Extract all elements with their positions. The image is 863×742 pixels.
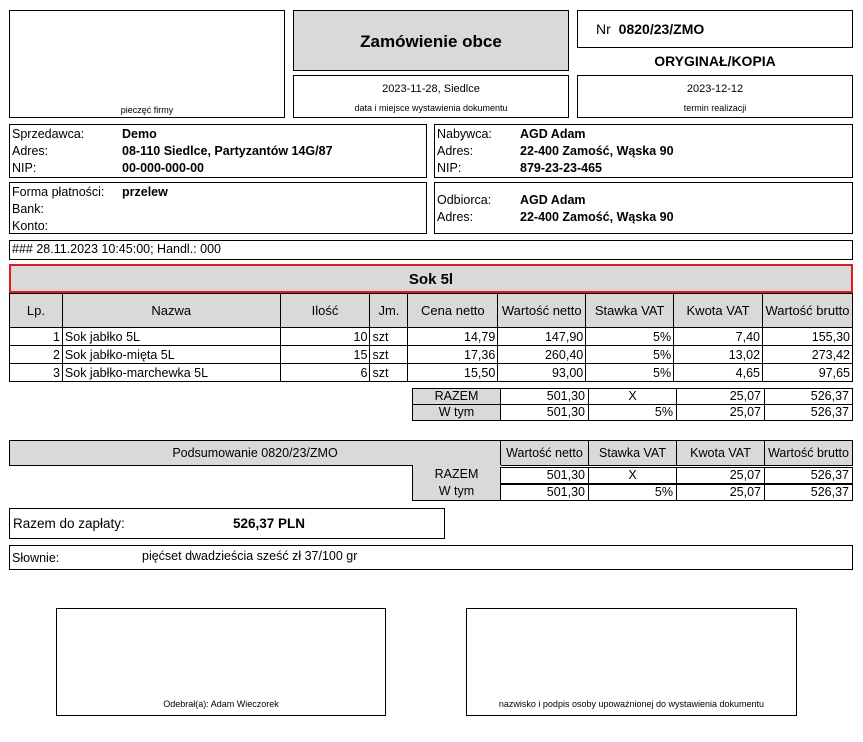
company-stamp-box: [9, 10, 285, 118]
payment-form-label: Forma płatności:: [12, 185, 105, 199]
col-price: Cena netto: [408, 294, 498, 328]
row-lp: 3: [10, 364, 63, 382]
row-price: 14,79: [408, 328, 498, 346]
seller-address: 08-110 Siedlce, Partyzantów 14G/87: [122, 144, 333, 158]
seller-label: Sprzedawca:: [12, 127, 85, 141]
summary-wtym-vat: 25,07: [676, 484, 765, 501]
table-row: [10, 328, 853, 346]
received-signature-box: [56, 608, 386, 716]
row-vat: 13,02: [674, 346, 763, 364]
totals-wtym-label: W tym: [412, 404, 501, 421]
row-qty: 6: [280, 364, 370, 382]
totals-razem-label: RAZEM: [412, 388, 501, 405]
totals-wtym-rate: 5%: [588, 404, 677, 421]
copy-label: ORYGINAŁ/KOPIA: [654, 53, 776, 69]
col-net: Wartość netto: [498, 294, 586, 328]
recipient-address: 22-400 Zamość, Wąska 90: [520, 210, 674, 224]
seller-name: Demo: [122, 127, 157, 141]
row-vat: 4,65: [674, 364, 763, 382]
row-unit: szt: [370, 364, 408, 382]
buyer-label: Nabywca:: [437, 127, 492, 141]
row-net: 260,40: [498, 346, 586, 364]
recipient-box: [434, 182, 853, 234]
row-unit: szt: [370, 346, 408, 364]
account-label: Konto:: [12, 219, 49, 233]
authorized-caption: nazwisko i podpis osoby upoważnionej do wystawienia dokumentu: [498, 699, 765, 709]
payment-box: [9, 182, 427, 234]
section-title-box: [9, 264, 853, 293]
totals-wtym-net: 501,30: [500, 404, 589, 421]
issue-date-place: 2023-11-28, Siedlce: [382, 83, 480, 95]
row-lp: 1: [10, 328, 63, 346]
summary-wtym-rate: 5%: [588, 484, 677, 501]
words-box: [9, 545, 853, 570]
issue-date-box: [293, 75, 569, 118]
recipient-address-label: Adres:: [437, 210, 474, 224]
row-name: Sok jabłko-marchewka 5L: [62, 364, 280, 382]
col-unit: Jm.: [370, 294, 408, 328]
seller-nip: 00-000-000-00: [122, 161, 205, 175]
due-date: 2023-12-12: [686, 83, 744, 95]
row-lp: 2: [10, 346, 63, 364]
seller-nip-label: NIP:: [12, 161, 37, 175]
row-qty: 15: [280, 346, 370, 364]
recipient-name: AGD Adam: [520, 193, 586, 207]
meta-line: ### 28.11.2023 10:45:00; Handl.: 000: [12, 242, 221, 256]
totals-razem-gross: 526,37: [764, 388, 853, 405]
buyer-nip: 879-23-23-465: [520, 161, 603, 175]
summary-col-net: Wartość netto: [500, 440, 589, 466]
nr-label: Nr: [596, 21, 611, 37]
table-row: [10, 346, 853, 364]
recipient-label: Odbiorca:: [437, 193, 492, 207]
seller-box: [9, 124, 427, 178]
section-title: Sok 5l: [408, 271, 454, 288]
summary-razem-rate: X: [588, 467, 677, 484]
meta-line-box: [9, 240, 853, 260]
col-lp: Lp.: [10, 294, 63, 328]
summary-wtym-gross: 526,37: [764, 484, 853, 501]
doc-number-box: [577, 10, 853, 48]
row-qty: 10: [280, 328, 370, 346]
row-rate: 5%: [586, 328, 674, 346]
row-price: 15,50: [408, 364, 498, 382]
buyer-nip-label: NIP:: [437, 161, 462, 175]
summary-wtym-label: W tym: [438, 484, 475, 498]
seller-address-label: Adres:: [12, 144, 49, 158]
row-net: 147,90: [498, 328, 586, 346]
table-row: [10, 364, 853, 382]
totals-razem-rate: X: [588, 388, 677, 405]
summary-razem-label: RAZEM: [434, 467, 479, 481]
col-name: Nazwa: [62, 294, 280, 328]
payment-total-label: Razem do zapłaty:: [13, 516, 125, 531]
summary-razem-vat: 25,07: [676, 467, 765, 484]
doc-title-box: [293, 10, 569, 71]
row-gross: 273,42: [763, 346, 853, 364]
summary-razem-gross: 526,37: [764, 467, 853, 484]
due-date-box: [577, 75, 853, 118]
col-vat: Kwota VAT: [674, 294, 763, 328]
row-price: 17,36: [408, 346, 498, 364]
col-gross: Wartość brutto: [763, 294, 853, 328]
totals-wtym-vat: 25,07: [676, 404, 765, 421]
payment-form-value: przelew: [122, 185, 168, 199]
summary-title: Podsumowanie 0820/23/ZMO: [9, 440, 501, 466]
summary-col-gross: Wartość brutto: [764, 440, 853, 466]
row-vat: 7,40: [674, 328, 763, 346]
table-header-row: [10, 294, 853, 328]
issue-caption: data i miejsce wystawienia dokumentu: [354, 103, 508, 113]
totals-razem-vat: 25,07: [676, 388, 765, 405]
buyer-box: [434, 124, 853, 178]
col-qty: Ilość: [280, 294, 370, 328]
due-caption: termin realizacji: [683, 103, 747, 113]
row-rate: 5%: [586, 346, 674, 364]
row-name: Sok jabłko 5L: [62, 328, 280, 346]
summary-col-rate: Stawka VAT: [588, 440, 677, 466]
totals-razem-net: 501,30: [500, 388, 589, 405]
stamp-caption: pieczęć firmy: [120, 105, 174, 115]
totals-wtym-gross: 526,37: [764, 404, 853, 421]
words-value: pięćset dwadzieścia sześć zł 37/100 gr: [142, 549, 358, 563]
buyer-name: AGD Adam: [520, 127, 586, 141]
words-label: Słownie:: [12, 551, 60, 565]
summary-razem-net: 501,30: [500, 467, 589, 484]
row-net: 93,00: [498, 364, 586, 382]
summary-wtym-net: 501,30: [500, 484, 589, 501]
row-unit: szt: [370, 328, 408, 346]
bank-label: Bank:: [12, 202, 44, 216]
buyer-address-label: Adres:: [437, 144, 474, 158]
row-gross: 97,65: [763, 364, 853, 382]
authorized-signature-box: [466, 608, 797, 716]
doc-title: Zamówienie obce: [360, 32, 502, 51]
row-name: Sok jabłko-mięta 5L: [62, 346, 280, 364]
received-by: Odebrał(a): Adam Wieczorek: [163, 699, 279, 709]
summary-col-vat: Kwota VAT: [676, 440, 765, 466]
row-rate: 5%: [586, 364, 674, 382]
buyer-address: 22-400 Zamość, Wąska 90: [520, 144, 674, 158]
payment-total-box: [9, 508, 445, 539]
row-gross: 155,30: [763, 328, 853, 346]
payment-total-value: 526,37 PLN: [233, 516, 306, 531]
col-rate: Stawka VAT: [586, 294, 674, 328]
items-table: [9, 293, 853, 382]
nr-value: 0820/23/ZMO: [618, 21, 705, 37]
